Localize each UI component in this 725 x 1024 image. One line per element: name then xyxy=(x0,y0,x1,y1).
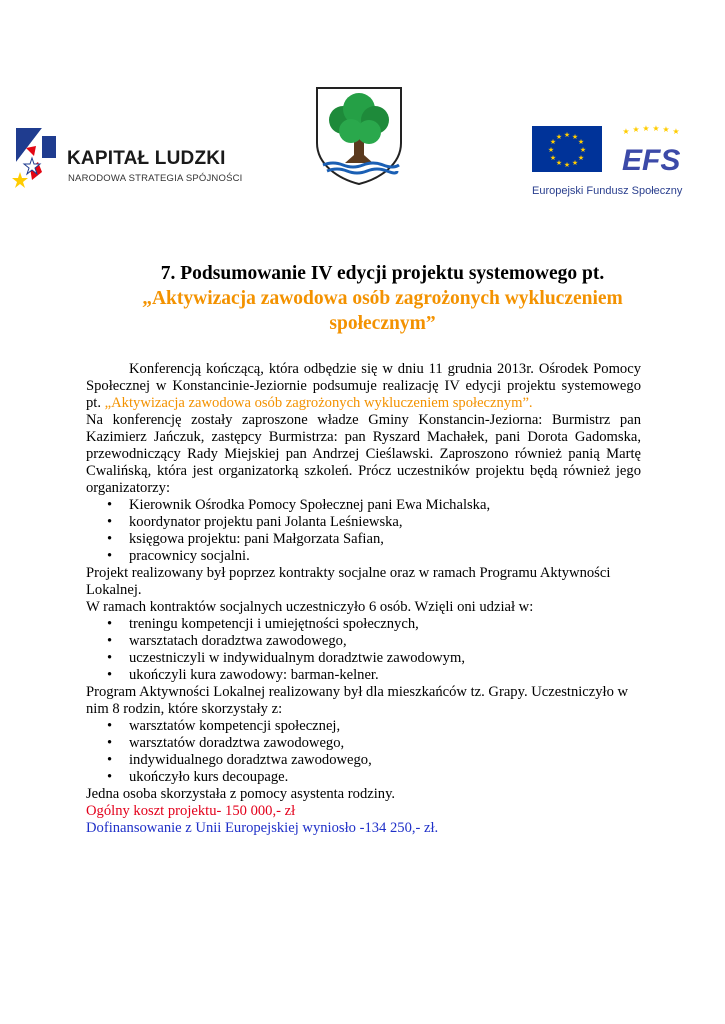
invited-paragraph: Na konferencję zostały zaproszone władze Gminy Konstancin-Jeziorna: Burmistrz pan Kazimierz Jańczuk, zastępcy Burmistrza: pan Ryszard Machałek, pani Dorota Gadomska, przewodniczący Rady Miejskiej pan Andrzej Cieślawski. Zaproszono również panią Martę Cwalińską, która jest organizatorką szkoleń. Prócz uczestników projektu będą również jego organizatorzy: xyxy=(86,412,641,496)
list-item: • Kierownik Ośrodka Pomocy Społecznej pani Ewa Michalska, xyxy=(129,497,641,514)
svg-text:★: ★ xyxy=(672,127,680,136)
list-item: • ukończyli kura zawodowy: barman-kelner. xyxy=(129,667,641,684)
efs-letters: EFS xyxy=(622,144,681,177)
list-item: • indywidualnego doradztwa zawodowego, xyxy=(129,752,641,769)
kapital-ludzki-subtitle: NARODOWA STRATEGIA SPÓJNOŚCI xyxy=(68,173,243,184)
assistant-paragraph: Jedna osoba skorzystała z pomocy asystenta rodziny. xyxy=(86,786,396,802)
eu-funding: Dofinansowanie z Unii Europejskiej wyniosło -134 250,- zł. xyxy=(86,820,439,836)
svg-text:★: ★ xyxy=(577,138,585,146)
svg-text:★: ★ xyxy=(547,146,555,154)
svg-text:★: ★ xyxy=(563,131,571,139)
organizers-list xyxy=(86,497,641,565)
list-item: • księgowa projektu: pani Małgorzata Safian, xyxy=(129,531,641,548)
pal-list xyxy=(86,718,641,786)
section-title: 7. Podsumowanie IV edycji projektu systemowego pt. xyxy=(160,263,605,284)
intro-paragraph xyxy=(86,361,641,412)
contracts-paragraph: W ramach kontraktów socjalnych uczestniczyło 6 osób. Wzięli oni udział w: xyxy=(86,599,534,615)
list-item: • ukończyło kurs decoupage. xyxy=(129,769,641,786)
list-item: • treningu kompetencji i umiejętności społecznych, xyxy=(129,616,641,633)
svg-text:★: ★ xyxy=(549,138,557,146)
svg-text:★: ★ xyxy=(577,154,585,162)
intro-text: Konferencją kończącą, która odbędzie się w dniu 11 grudnia 2013r. Ośrodek Pomocy Społecznej w Konstancinie-Jeziornie podsumuje realizację IV edycji projektu systemowego pt. xyxy=(86,361,641,411)
contracts-list xyxy=(86,616,641,684)
list-item: • koordynator projektu pani Jolanta Leśniewska, xyxy=(129,514,641,531)
eu-flag-icon xyxy=(532,122,692,182)
svg-text:★: ★ xyxy=(632,125,640,134)
list-item: • pracownicy socjalni. xyxy=(129,548,641,565)
svg-text:★: ★ xyxy=(555,159,563,167)
svg-text:★: ★ xyxy=(652,124,660,133)
list-item: • warsztatów doradztwa zawodowego, xyxy=(129,735,641,752)
svg-text:★: ★ xyxy=(642,124,650,133)
pal-paragraph: Program Aktywności Lokalnej realizowany był dla mieszkańców tz. Grapy. Uczestniczyło w nim 8 rodzin, które skorzystały z: xyxy=(86,684,629,717)
list-item: • uczestniczyli w indywidualnym doradztwie zawodowym, xyxy=(129,650,641,667)
svg-text:★: ★ xyxy=(571,133,579,141)
realized-paragraph: Projekt realizowany był poprzez kontrakty socjalne oraz w ramach Programu Aktywności Lokalnej. xyxy=(86,565,611,598)
project-name-line1: „Aktywizacja zawodowa osób zagrożonych wykluczeniem xyxy=(142,288,623,309)
intro-project-name: „Aktywizacja zawodowa osób zagrożonych wykluczeniem społecznym”. xyxy=(104,395,533,411)
coat-of-arms xyxy=(313,85,405,185)
list-item: • warsztatów kompetencji społecznej, xyxy=(129,718,641,735)
list-item: • warsztatach doradztwa zawodowego, xyxy=(129,633,641,650)
project-name-line2: społecznym” xyxy=(329,313,436,334)
svg-text:★: ★ xyxy=(622,127,630,136)
svg-text:★: ★ xyxy=(549,154,557,162)
svg-text:★: ★ xyxy=(579,146,587,154)
kapital-ludzki-emblem-icon xyxy=(12,128,64,198)
svg-text:★: ★ xyxy=(662,125,670,134)
svg-text:★: ★ xyxy=(571,159,579,167)
kapital-ludzki-logo xyxy=(12,128,243,198)
total-cost: Ogólny koszt projektu- 150 000,- zł xyxy=(86,803,296,819)
kapital-ludzki-title: KAPITAŁ LUDZKI xyxy=(67,148,226,169)
svg-text:★: ★ xyxy=(563,161,571,169)
efs-caption: Europejski Fundusz Społeczny xyxy=(532,185,683,197)
efs-logo xyxy=(532,122,692,202)
tree-coat-of-arms-icon xyxy=(313,85,405,185)
document-body xyxy=(86,361,641,837)
svg-text:★: ★ xyxy=(555,133,563,141)
